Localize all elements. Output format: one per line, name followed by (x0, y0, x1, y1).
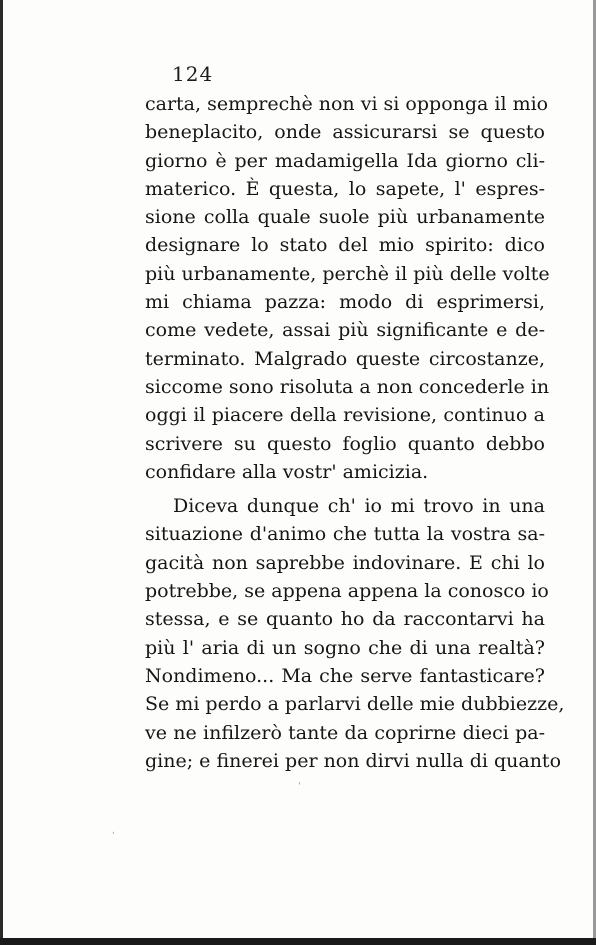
text-line: più l' aria di un sogno che di una realtà? (145, 636, 545, 659)
text-line: Diceva dunque ch' io mi trovo in una (173, 495, 545, 518)
text-line: potrebbe, se appena appena la conosco io (145, 580, 549, 603)
text-line: confidare alla vostr' amicizia. (145, 460, 429, 483)
paragraph-1 (145, 90, 550, 486)
text-line: Nondimeno... Ma che serve fantasticare? (145, 664, 545, 687)
text-line: designare lo stato del mio spirito: dico (145, 234, 545, 257)
body-text (145, 90, 565, 775)
text-line: più urbanamente, perchè il più delle volte (145, 262, 550, 285)
text-line: gine; e finerei per non dirvi nulla di quanto (145, 749, 562, 772)
page-left-edge (0, 0, 3, 945)
text-line: ve ne infilzerò tante da coprirne dieci pa- (145, 721, 545, 744)
text-line: stessa, e se quanto ho da raccontarvi ha (145, 608, 545, 631)
text-line: siccome sono risoluta a non concederle in (145, 375, 550, 398)
paragraph-2 (145, 492, 565, 775)
text-line: scrivere su questo foglio quanto debbo (145, 432, 545, 455)
text-line: Se mi perdo a parlarvi delle mie dubbiezze, (145, 693, 565, 716)
text-line: mi chiama pazza: modo di esprimersi, (145, 291, 545, 314)
text-line: gacità non saprebbe indovinare. E chi lo (145, 551, 545, 574)
text-line: situazione d'animo che tutta la vostra sa- (145, 523, 545, 546)
text-line: oggi il piacere della revisione, continuo a (145, 404, 545, 427)
text-line: giorno è per madamigella Ida giorno cli- (145, 149, 545, 172)
page-number: 124 (172, 62, 214, 86)
paper-speck: ˈ (112, 832, 115, 842)
page-bottom-edge (0, 938, 596, 945)
text-line: materico. È questa, lo sapete, l' espres- (145, 177, 545, 200)
text-line: come vedete, assai più significante e de- (145, 319, 545, 342)
text-line: sione colla quale suole più urbanamente (145, 206, 545, 229)
text-line: beneplacito, onde assicurarsi se questo (145, 121, 545, 144)
text-line: terminato. Malgrado queste circostanze, (145, 347, 545, 370)
paper-speck: ˈ (298, 782, 301, 793)
text-line: carta, semprechè non vi si opponga il mio (145, 93, 549, 115)
